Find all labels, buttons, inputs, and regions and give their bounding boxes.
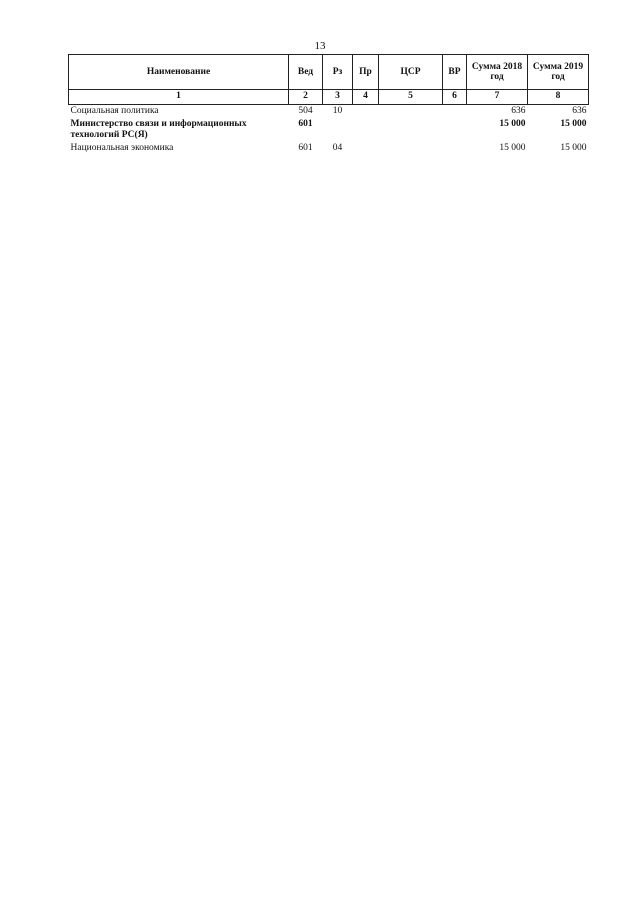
table-cell [443, 118, 467, 142]
table-cell [353, 142, 379, 155]
table-cell: 15 000 [499, 119, 526, 129]
table-cell: 601 [298, 119, 313, 129]
column-number: 6 [443, 90, 467, 105]
table-row [69, 105, 589, 119]
column-number-row [69, 90, 589, 105]
table-cell: 15 000 [560, 119, 587, 129]
table-cell: Министерство связи и информационных технологий РС(Я) [70, 119, 247, 140]
column-header: Сумма 2019 год [528, 55, 589, 90]
column-number: 8 [528, 90, 589, 105]
page-number: 13 [314, 40, 326, 52]
column-number: 4 [353, 90, 379, 105]
table-cell: 504 [298, 106, 313, 116]
table-row [69, 118, 589, 142]
table-cell [379, 118, 443, 142]
column-number: 1 [69, 90, 289, 105]
column-number: 5 [379, 90, 443, 105]
table-cell: Социальная политика [70, 106, 159, 116]
table-cell: 601 [298, 143, 313, 153]
table-cell: 04 [332, 143, 343, 153]
table-body [69, 105, 589, 156]
table-cell: 10 [332, 106, 343, 116]
table-cell: 15 000 [499, 143, 526, 153]
table-cell [379, 142, 443, 155]
table-cell: 636 [511, 106, 526, 116]
table-cell: 15 000 [560, 143, 587, 153]
column-header: Рз [323, 55, 353, 90]
budget-table [68, 54, 589, 155]
table-cell [379, 105, 443, 119]
table-cell [443, 105, 467, 119]
column-number: 7 [467, 90, 528, 105]
header-row [69, 55, 589, 90]
table-cell [323, 118, 353, 142]
column-number: 2 [289, 90, 323, 105]
table-cell [443, 142, 467, 155]
column-header: Вед [289, 55, 323, 90]
column-header: ВР [443, 55, 467, 90]
table-cell [353, 105, 379, 119]
table-cell: 636 [572, 106, 587, 116]
column-header: Пр [353, 55, 379, 90]
column-header: Наименование [69, 55, 289, 90]
column-header: ЦСР [379, 55, 443, 90]
column-header: Сумма 2018 год [467, 55, 528, 90]
column-number: 3 [323, 90, 353, 105]
table-cell: Национальная экономика [70, 143, 174, 153]
table-cell [353, 118, 379, 142]
table-row [69, 142, 589, 155]
